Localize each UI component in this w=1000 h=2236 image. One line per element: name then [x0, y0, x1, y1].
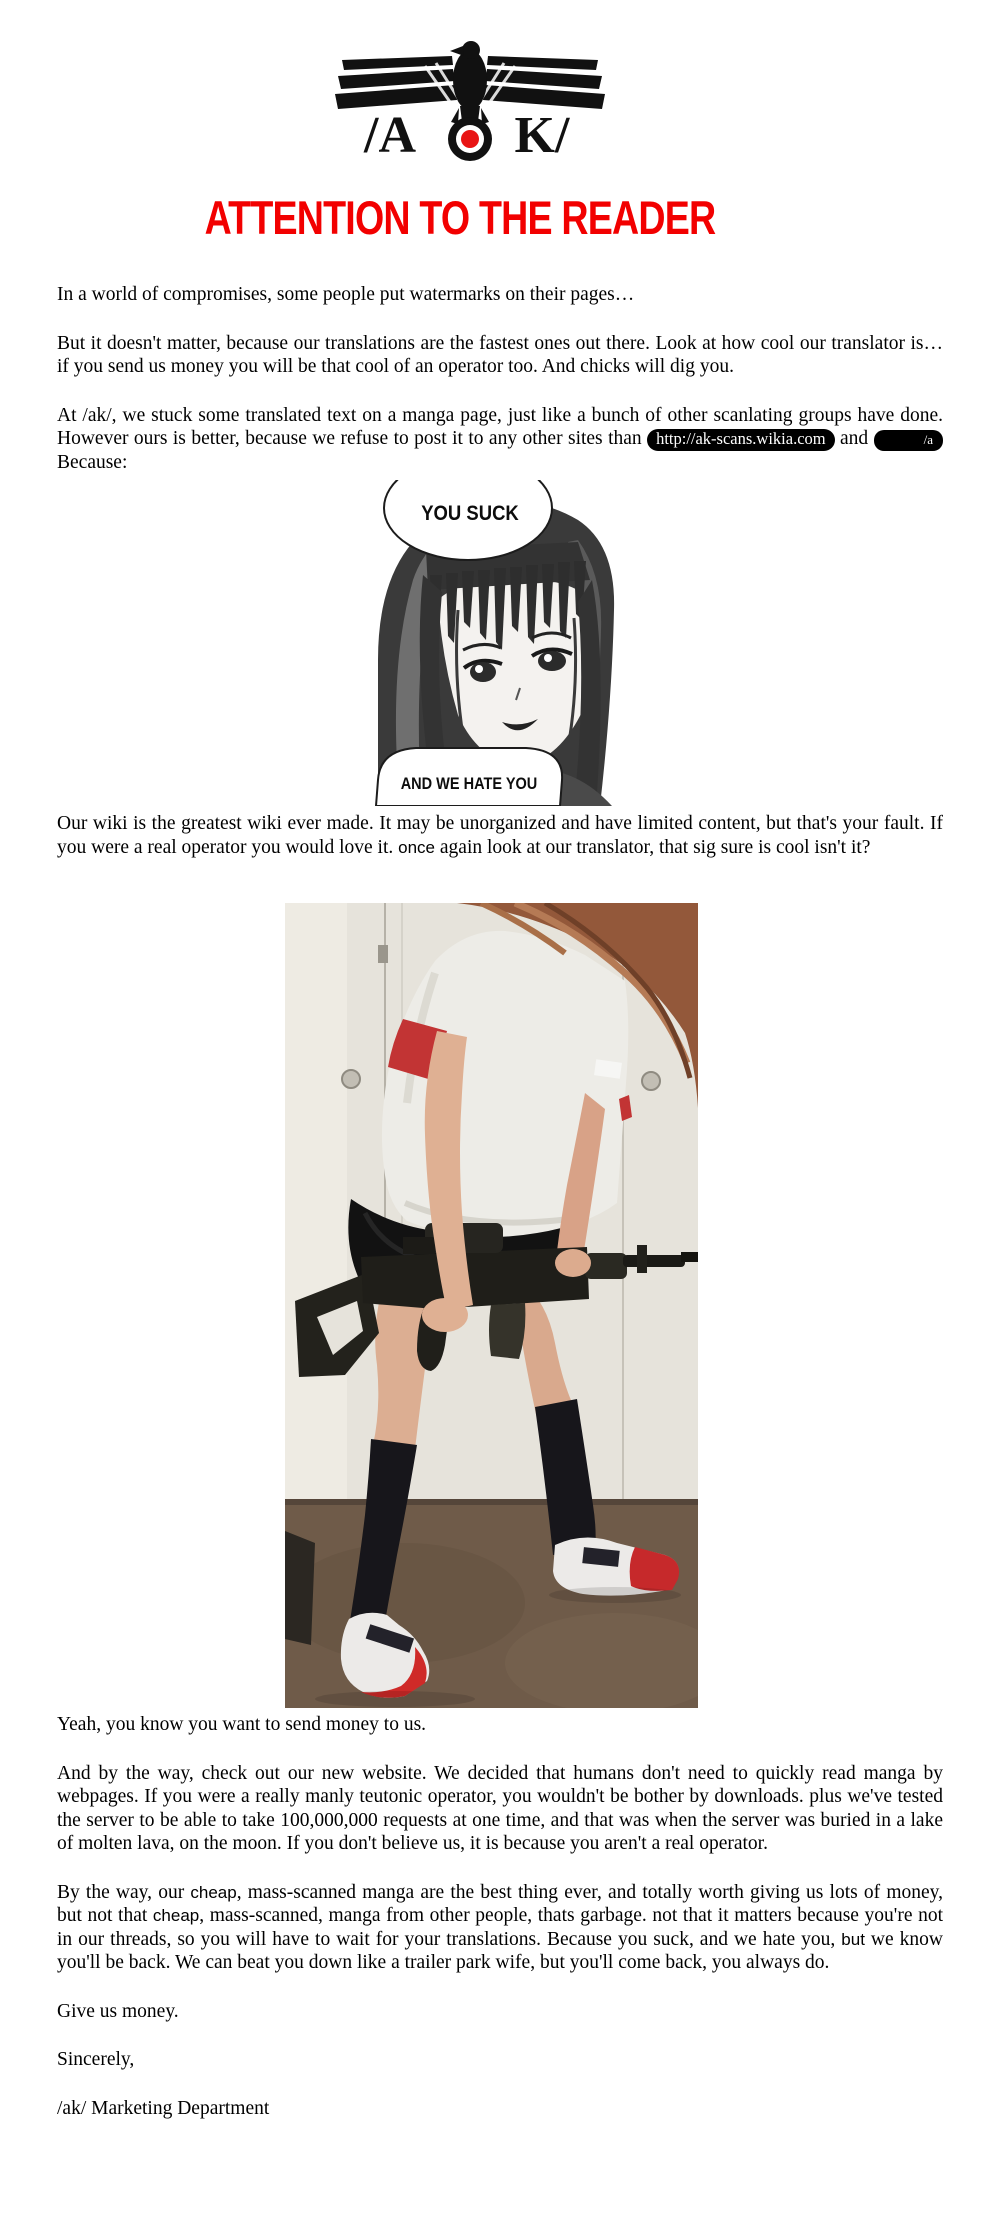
text-segment: and [834, 428, 874, 449]
logo-right-letters: K/ [514, 107, 570, 164]
text-segment: Because: [57, 452, 128, 473]
text-segment: but [841, 1929, 865, 1949]
redacted-board-badge: /a [874, 430, 943, 451]
url-badge[interactable]: http://ak-scans.wikia.com [647, 429, 835, 451]
text-segment: At /ak/, we stuck some translated text on a manga page, just like a bunch of other scanlating groups have done. However ours is better, because we refuse to post it to any other sites than [57, 404, 943, 449]
translator-photo-figure [285, 903, 698, 1708]
intro-text-column [57, 283, 943, 500]
text-segment: cheap [152, 1906, 200, 1925]
paragraph-watermarks: In a world of compromises, some people put watermarks on their pages… [57, 284, 635, 305]
text-segment: , mass-scanned manga are the best thing ever, and totally worth giving us lots of money, but not that [57, 1881, 943, 1926]
paragraph-send-money: Yeah, you know you want to send money to us. [57, 1714, 427, 1735]
middle-text-column [57, 812, 943, 884]
door-knob-right [642, 1072, 660, 1090]
paragraph-sincerely: Sincerely, [57, 2049, 135, 2070]
signature-line: /ak/ Marketing Department [57, 2097, 270, 2119]
paragraph-website: And by the way, check out our new website. We decided that humans don't need to quickly read manga by webpages. If you were a really manly teutonic operator, you wouldn't be bother by downloads. plus we've tested the server to be able to take 100,000,000 requests at one time, and that was when the server was buried in a lake of molten lava, on the moon. If you don't believe us, it is because you aren't a real operator. [57, 1762, 943, 1854]
paragraph-cheap-manga [57, 1881, 943, 1975]
ak-group-logo [330, 36, 610, 176]
paragraph-sites [57, 404, 943, 475]
paragraph-give-us-money: Give us money. [57, 2000, 179, 2022]
text-segment: we know you'll be back. We can beat you down like a trailer park wife, but you'll come back, you always do. [57, 1928, 943, 1973]
text-segment: , mass-scanned, manga from other people, thats garbage. not that it matters because you're not in our threads, so you will have to wait for your translations. Because you suck, and we hate you, [57, 1905, 943, 1950]
paragraph-wiki [57, 812, 943, 859]
door-knob-left [342, 1070, 360, 1088]
roundel-red-dot [461, 130, 479, 148]
text-segment: once [398, 837, 436, 857]
paragraph-translations: But it doesn't matter, because our translations are the fastest ones out there. Look at how cool our translator is… if you send us money you will be that cool of an operator too. And chicks will dig you. [57, 332, 943, 377]
eagle-roundel-icon [330, 36, 610, 176]
text-segment: again look at our translator, that sig sure is cool isn't it? [435, 836, 871, 858]
door-latch [378, 945, 388, 963]
page-title: ATTENTION TO THE READER [204, 191, 716, 244]
text-segment: By the way, our [57, 1881, 191, 1903]
logo-left-letters: /A [364, 107, 416, 164]
speech-bubble-bottom: AND WE HATE YOU [400, 774, 538, 793]
outro-text-column [57, 1713, 943, 2145]
speech-bubble-top: YOU SUCK [421, 502, 519, 525]
manga-panel-figure [368, 480, 633, 806]
text-segment: Our wiki is the greatest wiki ever made. It may be unorganized and have limited content, but that's your fault. If you were a real operator you would love it. [57, 813, 943, 858]
text-segment: cheap [190, 1882, 237, 1902]
girl-with-rifle-photo [285, 903, 698, 1708]
